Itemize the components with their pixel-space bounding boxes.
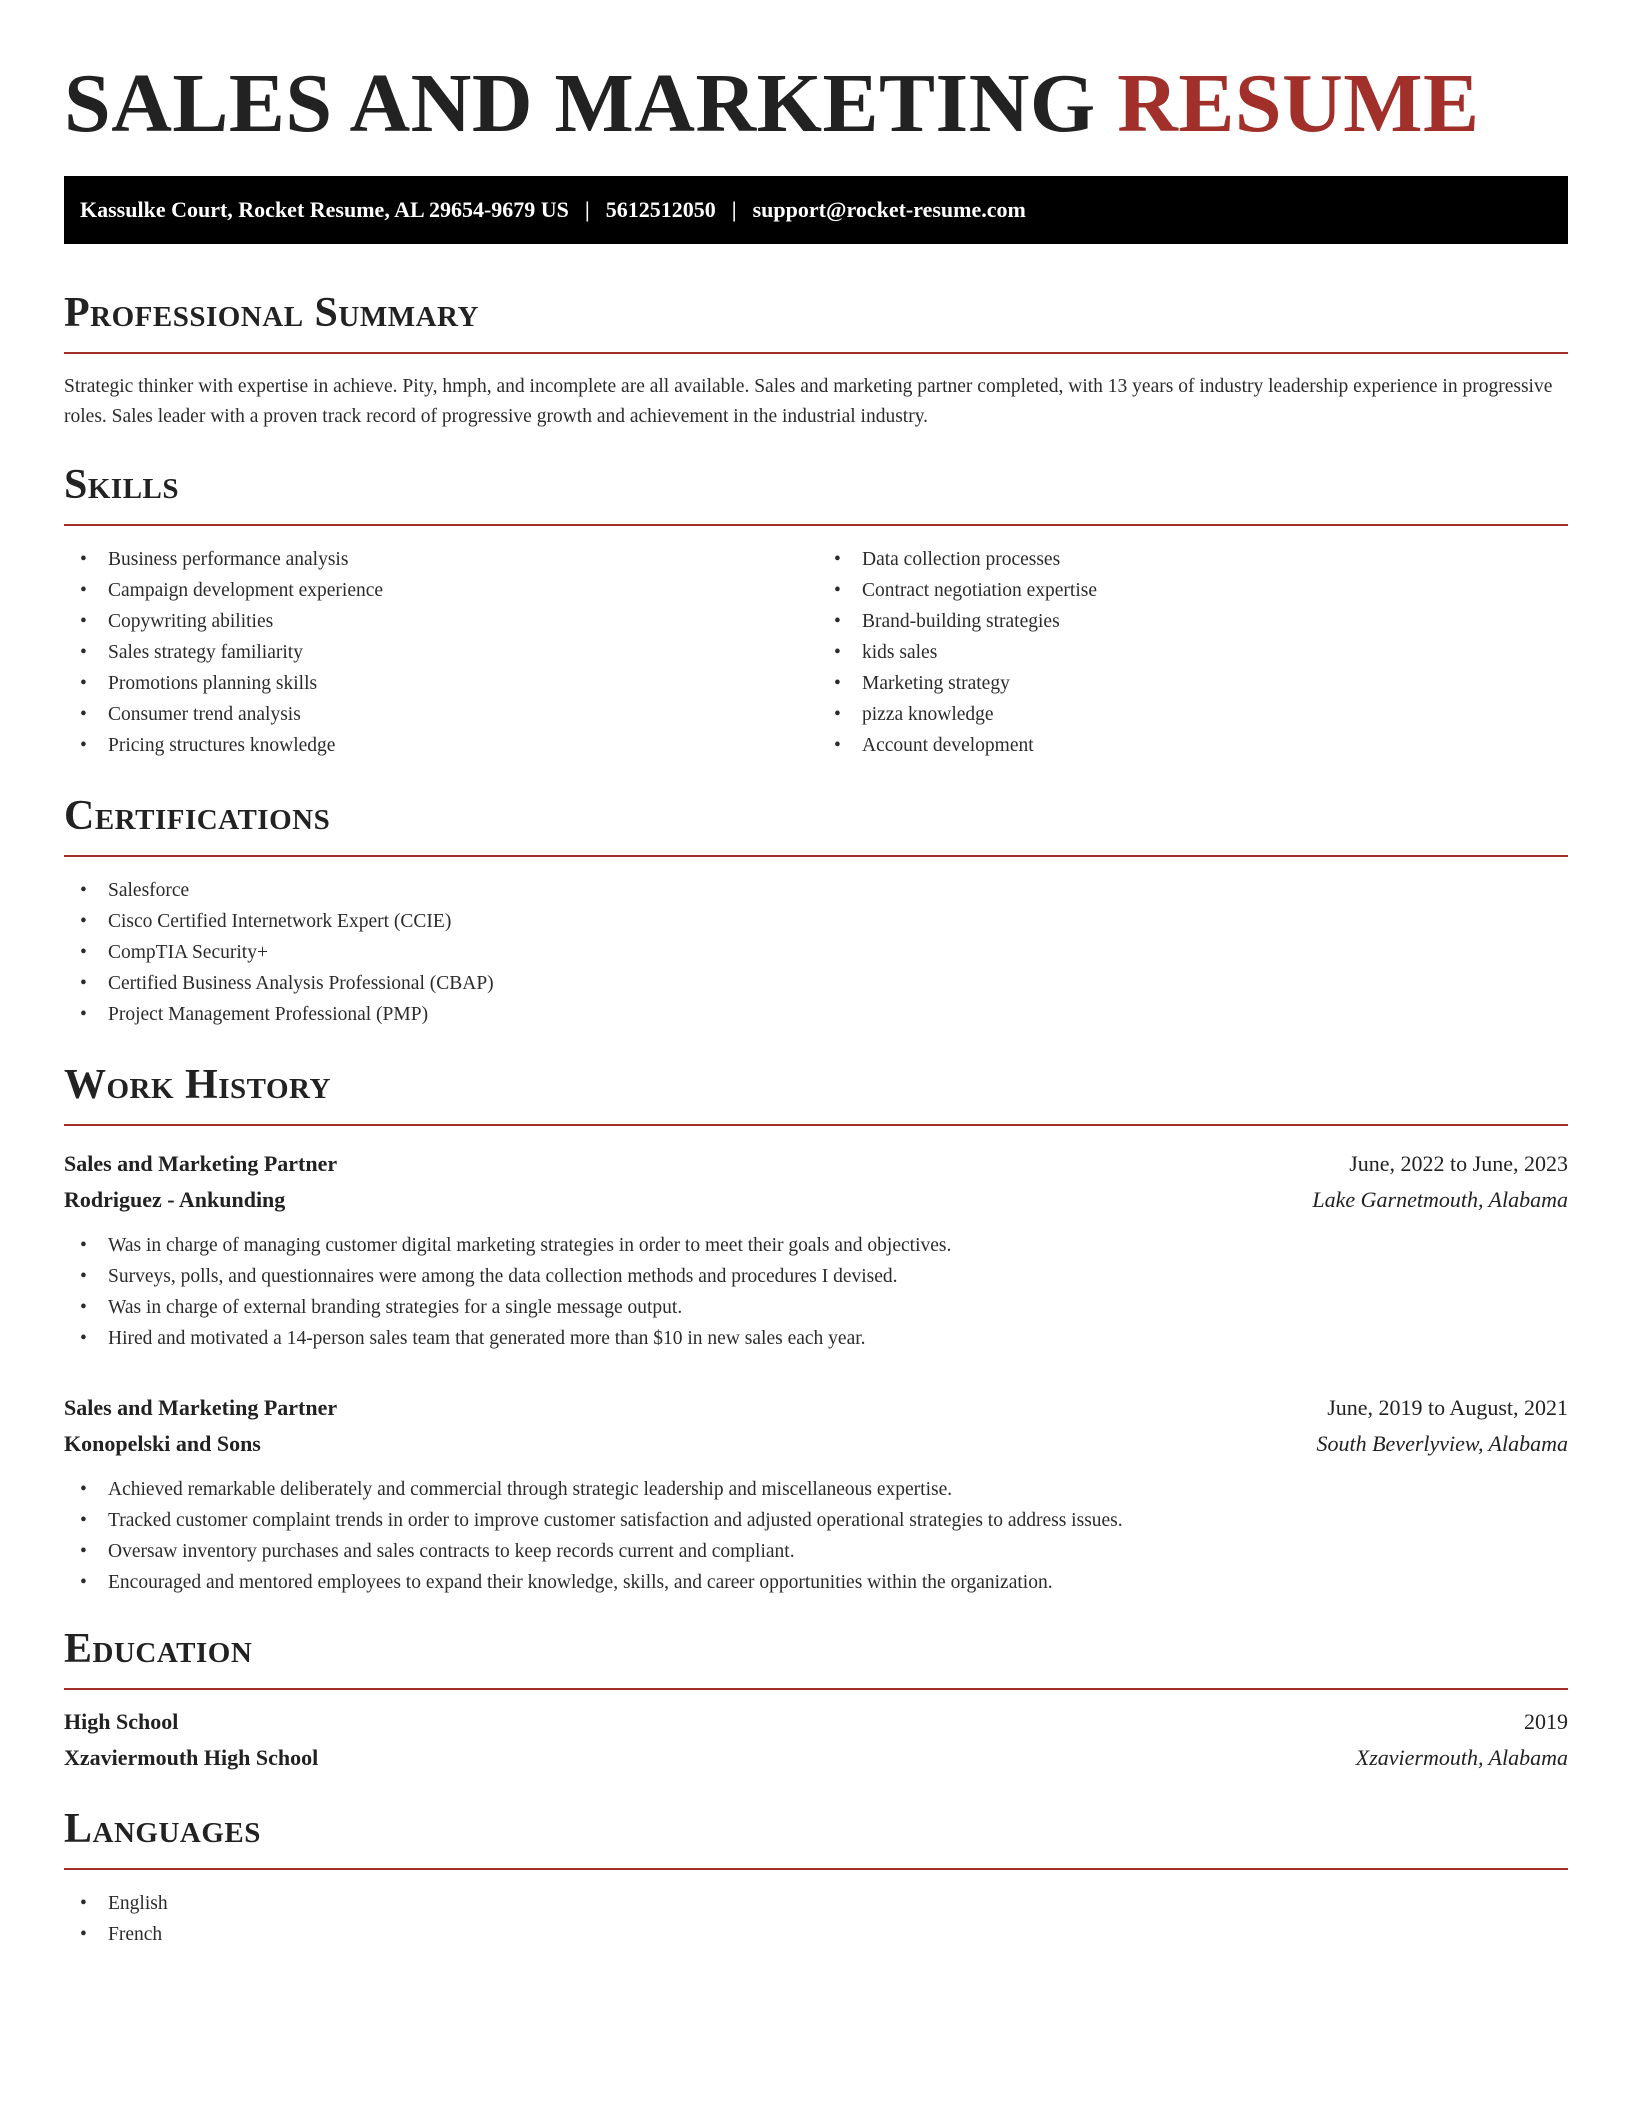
skill-item: • Account development — [818, 730, 1568, 761]
education-location: Xzaviermouth, Alabama — [1355, 1745, 1568, 1770]
skill-item: • Promotions planning skills — [64, 668, 814, 699]
languages-heading: Languages — [64, 1806, 261, 1852]
section-divider — [64, 352, 1568, 354]
certification-item: • Certified Business Analysis Professional (CBAP) — [64, 968, 1568, 999]
skills-section — [64, 460, 1568, 761]
certifications-list — [64, 875, 1568, 1030]
job-company: Rodriguez - Ankunding — [64, 1187, 286, 1212]
job-location: Lake Garnetmouth, Alabama — [1312, 1187, 1568, 1212]
skill-item: • Consumer trend analysis — [64, 699, 814, 730]
language-item: • French — [64, 1919, 1568, 1950]
contact-separator: | — [731, 197, 737, 222]
contact-separator: | — [584, 197, 590, 222]
resume-title — [64, 54, 1568, 154]
certifications-section — [64, 791, 1568, 1030]
languages-list — [64, 1888, 1568, 1950]
certification-item: • Salesforce — [64, 875, 1568, 906]
job-entry — [64, 1390, 1568, 1598]
job-bullet: • Encouraged and mentored employees to expand their knowledge, skills, and career opportunities within the organization. — [64, 1567, 1568, 1598]
section-divider — [64, 855, 1568, 857]
skill-item: • Campaign development experience — [64, 575, 814, 606]
skill-item: • Data collection processes — [818, 544, 1568, 575]
certification-item: • CompTIA Security+ — [64, 937, 1568, 968]
job-title: Sales and Marketing Partner — [64, 1151, 338, 1176]
job-dates: June, 2019 to August, 2021 — [1327, 1395, 1568, 1420]
job-header-row — [64, 1390, 1568, 1426]
job-entry — [64, 1146, 1568, 1354]
skills-list-left — [64, 544, 814, 761]
education-school-row — [64, 1740, 1568, 1776]
skill-item: • kids sales — [818, 637, 1568, 668]
certification-item: • Cisco Certified Internetwork Expert (CCIE) — [64, 906, 1568, 937]
job-location: South Beverlyview, Alabama — [1316, 1431, 1568, 1456]
education-degree: High School — [64, 1709, 179, 1734]
job-bullet: • Surveys, polls, and questionnaires were among the data collection methods and procedures I devised. — [64, 1261, 1568, 1292]
skill-item: • Pricing structures knowledge — [64, 730, 814, 761]
education-section — [64, 1624, 1568, 1776]
certification-item: • Project Management Professional (PMP) — [64, 999, 1568, 1030]
summary-heading: Professional Summary — [64, 290, 479, 336]
contact-email[interactable]: support@rocket-resume.com — [752, 197, 1026, 222]
job-company: Konopelski and Sons — [64, 1431, 261, 1456]
certifications-heading: Certifications — [64, 793, 331, 839]
education-year: 2019 — [1524, 1709, 1568, 1734]
skill-item: • Brand-building strategies — [818, 606, 1568, 637]
skill-item: • Contract negotiation expertise — [818, 575, 1568, 606]
education-entry — [64, 1704, 1568, 1776]
section-divider — [64, 1124, 1568, 1126]
work-history-section — [64, 1060, 1568, 1598]
job-bullet: • Achieved remarkable deliberately and commercial through strategic leadership and miscellaneous expertise. — [64, 1474, 1568, 1505]
skills-grid — [64, 544, 1568, 761]
summary-section — [64, 288, 1568, 432]
job-bullet: • Was in charge of external branding strategies for a single message output. — [64, 1292, 1568, 1323]
skill-item: • Business performance analysis — [64, 544, 814, 575]
skills-list-right — [814, 544, 1568, 761]
skill-item: • Marketing strategy — [818, 668, 1568, 699]
job-title: Sales and Marketing Partner — [64, 1395, 338, 1420]
language-item: • English — [64, 1888, 1568, 1919]
job-company-row — [64, 1182, 1568, 1218]
education-school: Xzaviermouth High School — [64, 1745, 319, 1770]
job-bullets — [64, 1474, 1568, 1598]
job-header-row — [64, 1146, 1568, 1182]
contact-bar — [64, 176, 1568, 244]
job-company-row — [64, 1426, 1568, 1462]
education-heading: Education — [64, 1626, 253, 1672]
job-bullet: • Was in charge of managing customer digital marketing strategies in order to meet their goals and objectives. — [64, 1230, 1568, 1261]
contact-address: Kassulke Court, Rocket Resume, AL 29654-9679 US — [80, 197, 569, 222]
job-bullets — [64, 1230, 1568, 1354]
section-divider — [64, 524, 1568, 526]
skill-item: • Copywriting abilities — [64, 606, 814, 637]
title-main: SALES AND MARKETING — [64, 57, 1096, 150]
contact-phone[interactable]: 5612512050 — [605, 197, 716, 222]
job-bullet: • Tracked customer complaint trends in order to improve customer satisfaction and adjusted operational strategies to address issues. — [64, 1505, 1568, 1536]
skill-item: • pizza knowledge — [818, 699, 1568, 730]
section-divider — [64, 1868, 1568, 1870]
skill-item: • Sales strategy familiarity — [64, 637, 814, 668]
job-bullet: • Oversaw inventory purchases and sales contracts to keep records current and compliant. — [64, 1536, 1568, 1567]
summary-text: Strategic thinker with expertise in achieve. Pity, hmph, and incomplete are all available. Sales and marketing partner completed, with 13 years of industry leadership experience in progressive roles. Sales leader with a proven track record of progressive growth and achievement in the industrial industry. — [64, 376, 1553, 427]
education-header-row — [64, 1704, 1568, 1740]
work-history-heading: Work History — [64, 1062, 331, 1108]
job-bullet: • Hired and motivated a 14-person sales team that generated more than $10 in new sales each year. — [64, 1323, 1568, 1354]
skills-heading: Skills — [64, 462, 180, 508]
job-dates: June, 2022 to June, 2023 — [1349, 1151, 1568, 1176]
title-accent: RESUME — [1117, 57, 1480, 150]
section-divider — [64, 1688, 1568, 1690]
languages-section — [64, 1804, 1568, 1950]
